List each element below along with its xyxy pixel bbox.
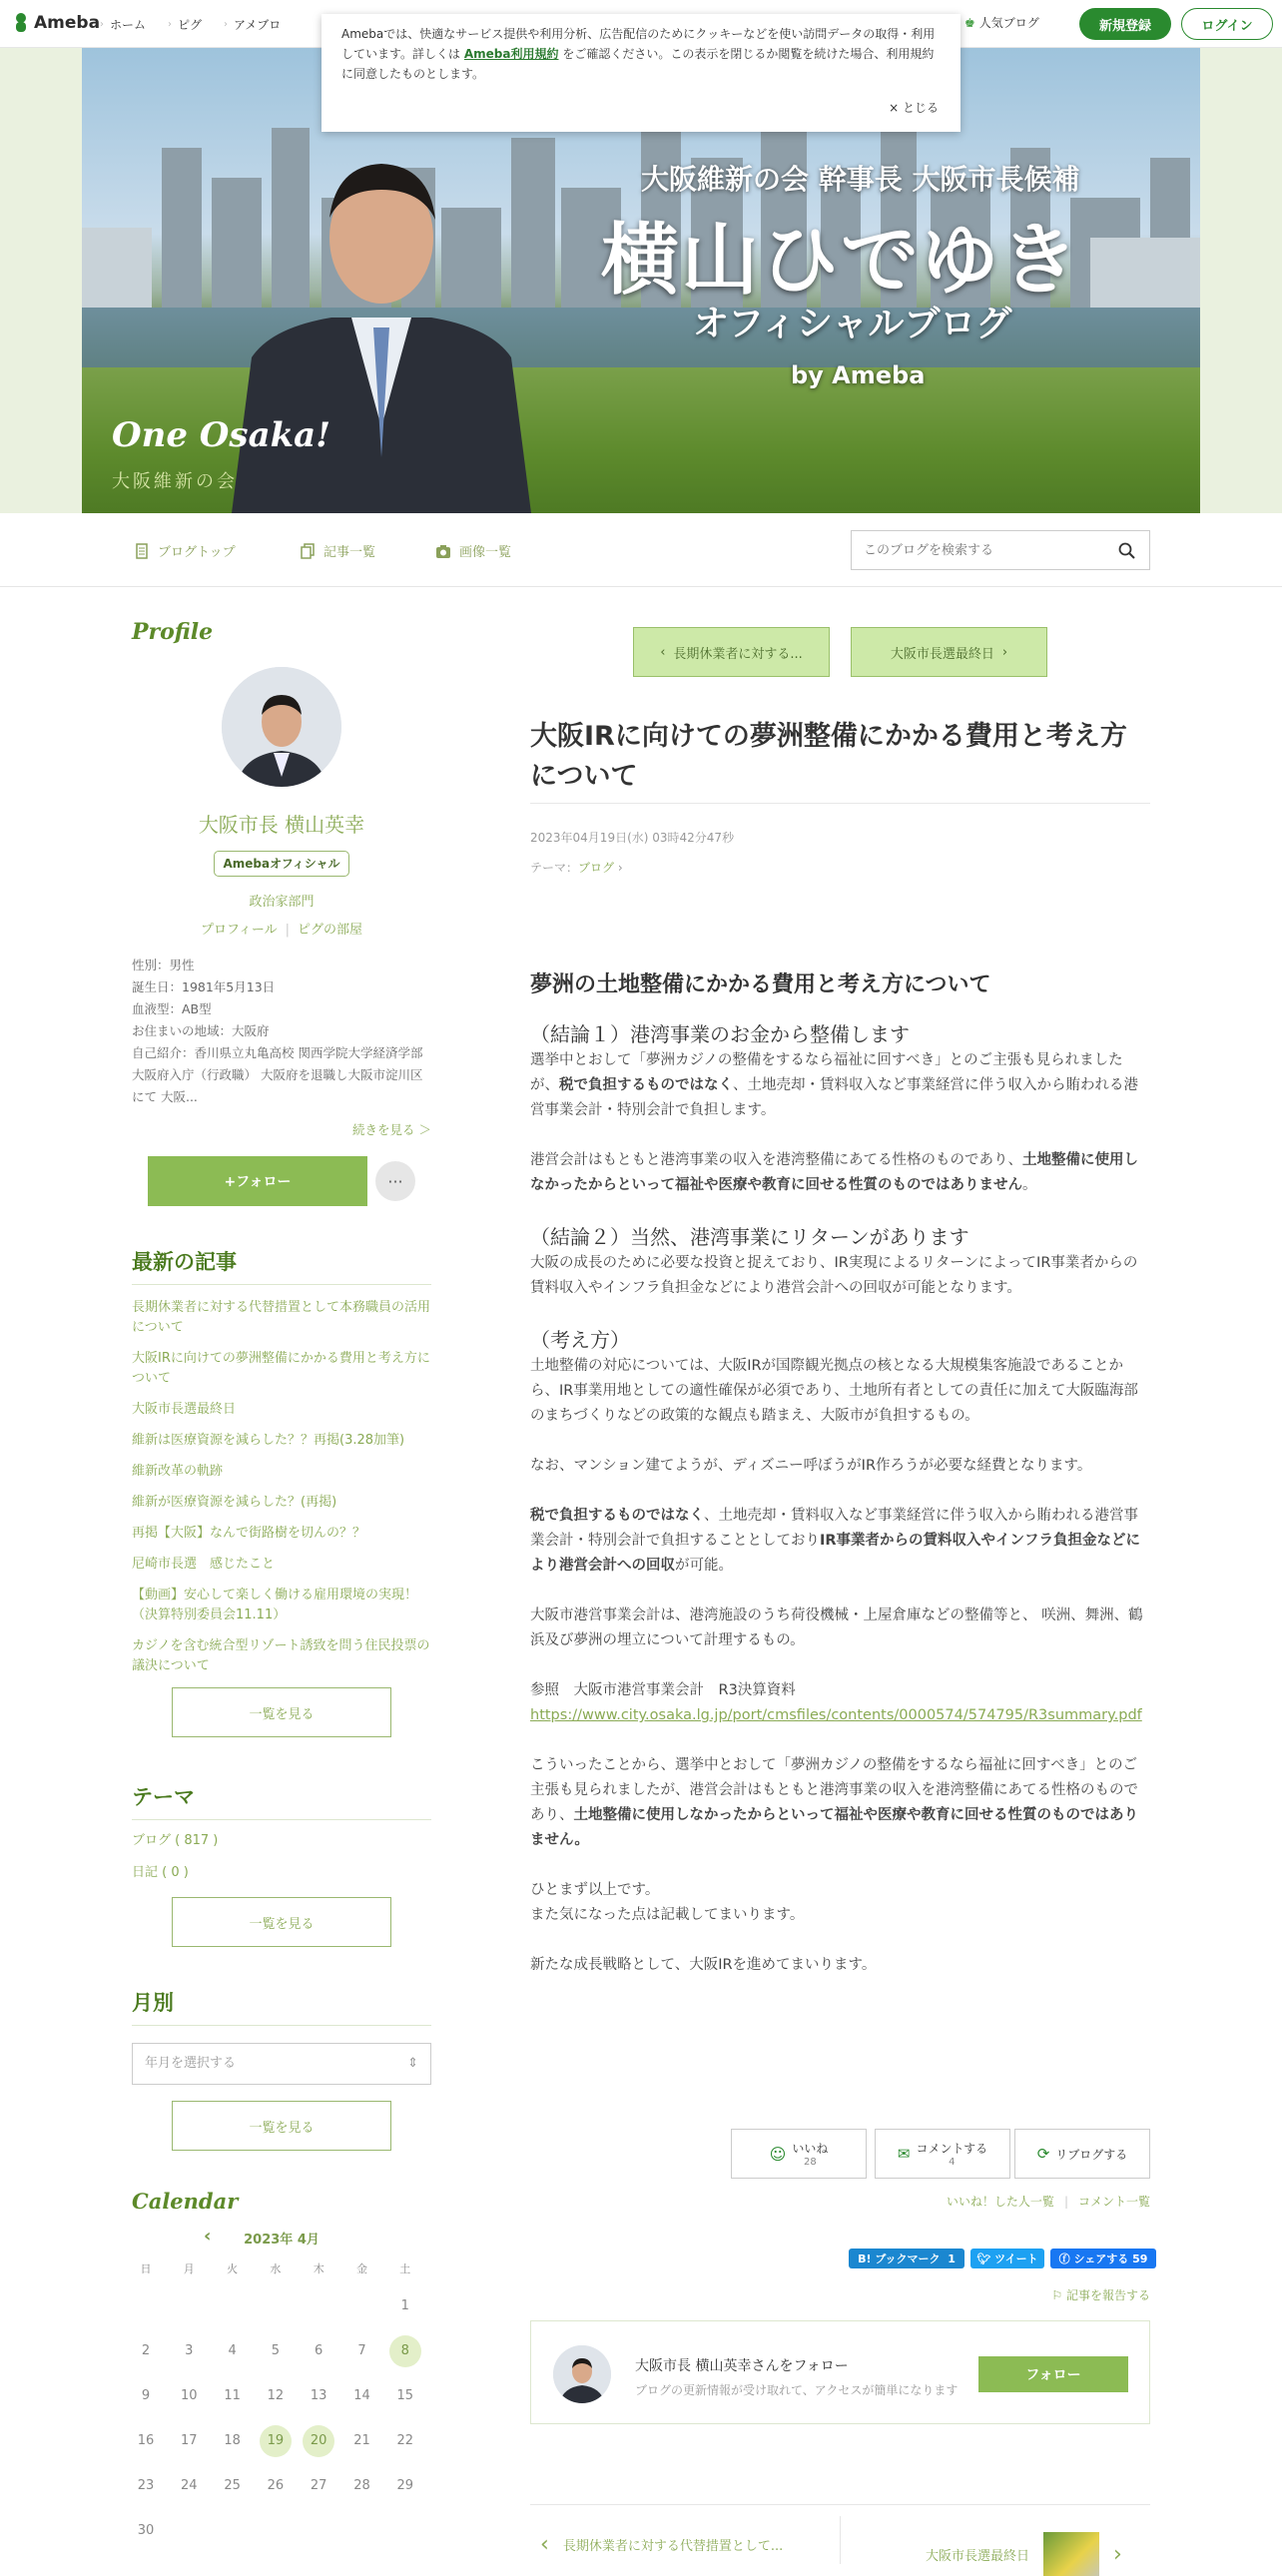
- calendar-day: 5: [271, 2343, 281, 2358]
- article-date: 2023年04月19日(水) 03時42分47秒: [530, 831, 735, 845]
- calendar-day: 12: [267, 2388, 285, 2403]
- paragraph: 土地整備の対応については、大阪IRが国際観光拠点の核となる大規模集客施設であることから、IR事業用地としての適性確保が必須であり、土地所有者としての責任に加えて大阪臨海部のまちづくりなどの政策的な観点も踏まえ、大阪市が負担するもの。: [530, 1358, 1138, 1424]
- terms-link[interactable]: Ameba利用規約: [463, 47, 559, 61]
- profile-heading: Profile: [132, 619, 214, 645]
- calendar-day[interactable]: 19: [260, 2425, 292, 2457]
- calendar-day: 28: [353, 2478, 370, 2493]
- profile-name[interactable]: 大阪市長 横山英幸: [198, 813, 365, 837]
- paragraph: 大阪の成長のために必要な投資と捉えており、IR実現によるリターンによってIR事業者からの賃料収入やインフラ負担金などにより港営会計への回収が可能となります。: [530, 1255, 1138, 1296]
- comment-count: 4: [949, 2157, 956, 2168]
- register-button[interactable]: 新規登録: [1079, 8, 1171, 40]
- recent-see-all-button[interactable]: 一覧を見る: [172, 1687, 391, 1737]
- calendar-day: 26: [267, 2478, 285, 2493]
- separator: |: [285, 923, 291, 938]
- search-icon[interactable]: [1118, 542, 1135, 559]
- crown-icon: ♚: [964, 15, 975, 30]
- candidate-photo: [212, 128, 551, 513]
- follow-blog-button[interactable]: フォロー: [978, 2356, 1128, 2392]
- blog-nav: [0, 513, 1282, 587]
- next-article-button[interactable]: 大阪市長選最終日 ›: [851, 627, 1047, 677]
- party-logo-text: 大阪維新の会: [112, 471, 238, 492]
- blood-type-field: 血液型：AB型: [132, 1001, 212, 1016]
- paragraph: 税で負担するものではなく、土地売却・賃料収入など事業経営に伴う収入から賄われる港営事業会計・特別会計で負担することとしておりIR事業者からの賃料収入やインフラ負担金などにより港営会計への回収が可能。: [530, 1508, 1141, 1574]
- chevron-right-icon: ›: [224, 19, 229, 30]
- pigg-room-link[interactable]: ピグの部屋: [298, 923, 363, 938]
- sidebar: [132, 619, 431, 2538]
- copy-icon: [300, 543, 316, 559]
- paragraph: ひとまず以上です。 また気になった点は記載してまいります。: [530, 1882, 805, 1923]
- calendar-day: 15: [396, 2388, 414, 2403]
- calendar-day: 17: [181, 2433, 198, 2448]
- flag-icon: ⚐: [1051, 2288, 1063, 2302]
- birthday-field: 誕生日：1981年5月13日: [132, 979, 276, 994]
- calendar-weekday: 火: [227, 2262, 239, 2275]
- chevron-right-icon: ›: [100, 19, 104, 30]
- report-link[interactable]: ⚐ 記事を報告する: [1051, 2288, 1150, 2302]
- list-item[interactable]: 維新改革の軌跡: [132, 1464, 224, 1479]
- nav-pigg[interactable]: › ピグ: [168, 18, 203, 32]
- list-item[interactable]: 長期休業者に対する代替措置として本務職員の活用について: [132, 1300, 431, 1335]
- calendar-day: 18: [224, 2433, 241, 2448]
- recent-list: [132, 1298, 431, 1687]
- calendar-heading: Calendar: [132, 2189, 239, 2214]
- chevron-left-icon: ‹: [540, 2532, 549, 2557]
- list-item[interactable]: 維新は医療資源を減らした？？再掲(3.28加筆): [132, 1433, 405, 1448]
- profile-links: [132, 919, 431, 938]
- list-item[interactable]: カジノを含む統合型リゾート誘致を問う住民投票の議決について: [132, 1638, 430, 1673]
- bottom-prev-link[interactable]: ‹ 長期休業者に対する代替措置として...: [540, 2532, 784, 2557]
- calendar-day: 4: [228, 2343, 237, 2358]
- calendar-weekday: 月: [183, 2262, 195, 2275]
- hatena-bookmark-button[interactable]: B! ブックマーク 1: [849, 2249, 964, 2268]
- page-title: 大阪IRに向けての夢洲整備にかかる費用と考え方について: [530, 721, 1127, 792]
- follow-button[interactable]: +フォロー: [148, 1156, 367, 1206]
- list-item[interactable]: 維新が医療資源を減らした？(再掲): [132, 1495, 337, 1510]
- calendar-weekday: 水: [270, 2262, 282, 2275]
- follow-description: ブログの更新情報が受け取れて、アクセスが簡単になります: [635, 2383, 959, 2397]
- avatar-image: [222, 667, 341, 787]
- twitter-icon: 🐦︎: [976, 2252, 991, 2265]
- banner-blog-label: オフィシャルブログ: [693, 304, 1012, 344]
- blog-search: [851, 530, 1150, 570]
- calendar-day: 7: [357, 2343, 366, 2358]
- prev-article-button[interactable]: ‹ 長期休業者に対する...: [633, 627, 830, 677]
- conclusion-1-heading: （結論１）港湾事業のお金から整備します: [530, 1022, 910, 1046]
- calendar-weekday: 土: [399, 2262, 411, 2275]
- theme-link[interactable]: ブログ: [578, 861, 615, 875]
- calendar-day: 21: [353, 2433, 370, 2448]
- calendar-day: 11: [224, 2388, 241, 2403]
- comment-icon: ✉: [897, 2145, 911, 2163]
- theme-list: [132, 1825, 431, 1889]
- search-input[interactable]: [852, 531, 1091, 569]
- article-body: [530, 970, 1150, 2003]
- avatar: [553, 2345, 611, 2403]
- chevron-left-icon: ‹: [660, 644, 666, 660]
- blog-top-link[interactable]: ブログトップ: [134, 541, 236, 560]
- profile-link[interactable]: プロフィール: [200, 923, 278, 938]
- banner-by-ameba: by Ameba: [791, 361, 926, 389]
- monthly-heading: 月別: [132, 1987, 431, 2026]
- like-count: 28: [803, 2157, 817, 2168]
- reblog-icon: ⟳: [1036, 2145, 1050, 2163]
- image-list-link[interactable]: 画像一覧: [435, 541, 511, 560]
- list-item[interactable]: 再掲【大阪】なんで街路樹を切んの？？: [132, 1526, 366, 1541]
- comment-list-link[interactable]: コメント一覧: [1077, 2195, 1150, 2209]
- one-osaka-logo: One Osaka!: [112, 415, 331, 455]
- reblog-button[interactable]: ⟳ リブログする: [1014, 2129, 1150, 2179]
- facebook-icon: ⓕ: [1058, 2253, 1070, 2265]
- theme-heading: テーマ: [132, 1781, 431, 1820]
- login-button[interactable]: ログイン: [1181, 8, 1273, 40]
- chevron-left-icon[interactable]: ‹: [204, 2226, 212, 2247]
- nav-ameblo[interactable]: › アメブロ: [224, 18, 282, 32]
- official-badge: Amebaオフィシャル: [214, 851, 349, 877]
- tweet-button[interactable]: 🐦︎ ツイート: [970, 2249, 1044, 2268]
- calendar-day: 24: [181, 2478, 198, 2493]
- profile-info: [132, 955, 431, 1108]
- divider: [530, 2504, 1150, 2505]
- list-item[interactable]: 【動画】安心して楽しく働ける雇用環境の実現！（決算特別委員会11.11）: [132, 1588, 418, 1622]
- recent-heading: 最新の記事: [132, 1246, 431, 1285]
- calendar-weekday: 日: [140, 2262, 152, 2275]
- paragraph: 参照 大阪市港営事業会計 R3決算資料 https://www.city.osaka.lg.jp/port/cmsfiles/contents/0000574/574795/R3summary.pdf: [530, 1682, 1142, 1723]
- like-button[interactable]: ☺ いいね 28: [731, 2129, 867, 2179]
- cookie-text-a: Amebaでは、快適なサービス提供や利用分析、広告配信のためにクッキーなどを使い訪問データの取得・利用しています。詳しくは: [341, 27, 936, 61]
- cookie-text-b: をご確認ください。この表示を閉じるか閲覧を続けた場合、利用規約に同意したものとします。: [341, 47, 935, 81]
- follow-name: 大阪市長 横山英幸さんをフォロー: [635, 2358, 849, 2374]
- profile-more-link[interactable]: 続きを見る ＞: [352, 1122, 431, 1137]
- calendar-day: 23: [137, 2478, 155, 2493]
- calendar-day: 14: [353, 2388, 370, 2403]
- calendar-day: 25: [224, 2478, 241, 2493]
- chevron-right-icon: ›: [1113, 2541, 1122, 2567]
- calendar-day: 9: [141, 2388, 151, 2403]
- popular-blog-link[interactable]: ♚ 人気ブログ: [964, 15, 1039, 30]
- avatar[interactable]: [222, 667, 341, 787]
- calendar-day: 30: [137, 2523, 155, 2538]
- divider: [530, 803, 1150, 804]
- chevron-right-icon: ›: [617, 861, 623, 875]
- calendar-day[interactable]: 20: [303, 2425, 334, 2457]
- calendar-weekday: 木: [313, 2262, 324, 2275]
- calendar-day: 6: [315, 2343, 323, 2358]
- article-heading: 夢洲の土地整備にかかる費用と考え方について: [530, 972, 991, 997]
- liked-people-link[interactable]: いいね！した人一覧: [946, 2195, 1054, 2209]
- calendar-day: 13: [310, 2388, 327, 2403]
- calendar-day: 27: [310, 2478, 327, 2493]
- calendar-day: 22: [396, 2433, 414, 2448]
- banner-subtitle: 大阪維新の会 幹事長 大阪市長候補: [641, 163, 1080, 196]
- calendar-day: 16: [137, 2433, 155, 2448]
- chevron-updown-icon: ⇕: [407, 2056, 418, 2071]
- calendar-day: 3: [185, 2343, 194, 2358]
- document-icon: [134, 543, 150, 559]
- cookie-close-button[interactable]: × とじる: [889, 101, 939, 115]
- list-item[interactable]: 大阪IRに向けての夢洲整備にかかる費用と考え方について: [132, 1351, 430, 1386]
- paragraph: 港営会計はもともと港湾事業の収入を港湾整備にあてる性格のものであり、土地整備に使用しなかったからといって福祉や医療や教育に回せる性質のものではありません。: [530, 1152, 1138, 1193]
- banner-title: 横山ひでゆき: [601, 216, 1081, 306]
- paragraph: 新たな成長戦略として、大阪IRを進めてまいります。: [530, 1957, 877, 1973]
- paragraph: なお、マンション建てようが、ディズニー呼ぼうがIR作ろうが必要な経費となります。: [530, 1458, 1092, 1474]
- rationale-heading: （考え方）: [530, 1328, 630, 1352]
- facebook-share-button[interactable]: ⓕ シェアする 59: [1050, 2249, 1156, 2268]
- profile-category[interactable]: 政治家部門: [249, 895, 315, 910]
- bottom-next-link[interactable]: 大阪市長選最終日 ›: [926, 2532, 1122, 2576]
- divider: [840, 2516, 841, 2564]
- theme-item-diary[interactable]: 日記 ( 0 ): [132, 1865, 189, 1880]
- intro-field: 自己紹介：香川県立丸亀高校 関西学院大学経済学部 大阪府入庁（行政職） 大阪府を退職し大阪市淀川区にて 大阪...: [132, 1045, 423, 1104]
- theme-item-blog[interactable]: ブログ ( 817 ): [132, 1833, 219, 1848]
- service-nav: [100, 16, 281, 33]
- nav-home[interactable]: › ホーム: [100, 18, 147, 32]
- cookie-notice: [321, 14, 961, 132]
- monthly-see-all-button[interactable]: 一覧を見る: [172, 2101, 391, 2151]
- paragraph: 大阪市港営事業会計は、港湾施設のうち荷役機械・上屋倉庫などの整備等と、 咲洲、舞洲、鶴浜及び夢洲の埋立について計理するもの。: [530, 1608, 1143, 1648]
- conclusion-2-heading: （結論２）当然、港湾事業にリターンがあります: [530, 1225, 969, 1249]
- ameba-mascot-icon: [12, 12, 30, 34]
- calendar-weekday: 金: [356, 2262, 367, 2275]
- list-item[interactable]: 尼崎市長選 感じたこと: [132, 1557, 276, 1572]
- calendar-day: 2: [141, 2343, 151, 2358]
- article-theme: テーマ：ブログ ›: [530, 861, 623, 875]
- calendar-day: 29: [396, 2478, 414, 2493]
- smile-icon: ☺: [769, 2144, 787, 2164]
- calendar-month: ‹ 2023年 4月: [204, 2226, 320, 2248]
- calendar-day: 10: [181, 2388, 198, 2403]
- reference-link[interactable]: https://www.city.osaka.lg.jp/port/cmsfiles/contents/0000574/574795/R3summary.pdf: [530, 1707, 1142, 1723]
- avatar-image: [553, 2345, 611, 2403]
- gender-field: 性別：男性: [132, 958, 195, 972]
- list-item[interactable]: 大阪市長選最終日: [132, 1402, 237, 1417]
- chevron-right-icon: ›: [168, 19, 173, 30]
- month-select[interactable]: 年月を選択する ⇕: [132, 2043, 431, 2085]
- article-list-link[interactable]: 記事一覧: [300, 541, 375, 560]
- region-field: お住まいの地域：大阪府: [132, 1023, 270, 1038]
- thumbnail-image: [1043, 2532, 1099, 2576]
- more-options-button[interactable]: ···: [375, 1161, 415, 1201]
- reaction-links: いいね！した人一覧 | コメント一覧: [946, 2195, 1150, 2209]
- logo-text: Ameba: [34, 13, 101, 33]
- paragraph: こういったことから、選挙中とおして「夢洲カジノの整備をするなら福祉に回すべき」とのご主張も見られましたが、港営会計はもともと港湾事業の収入を港湾整備にあてる性格のものであり、土地整備に使用しなかったからといって福祉や医療や教育に回せる性質のものではありません。: [530, 1757, 1138, 1848]
- calendar-day[interactable]: 8: [389, 2335, 421, 2367]
- theme-see-all-button[interactable]: 一覧を見る: [172, 1897, 391, 1947]
- calendar-day: 1: [400, 2298, 409, 2313]
- camera-icon: [435, 543, 451, 559]
- comment-button[interactable]: ✉ コメントする 4: [875, 2129, 1010, 2179]
- ameba-logo[interactable]: [12, 12, 100, 34]
- chevron-right-icon: ›: [1001, 644, 1008, 660]
- paragraph: 選挙中とおして「夢洲カジノの整備をするなら福祉に回すべき」とのご主張も見られましたが、税で負担するものではなく、土地売却・賃料収入など事業経営に伴う収入から賄われる港営事業会計・特別会計で負担します。: [530, 1052, 1138, 1118]
- follow-box: [530, 2320, 1150, 2424]
